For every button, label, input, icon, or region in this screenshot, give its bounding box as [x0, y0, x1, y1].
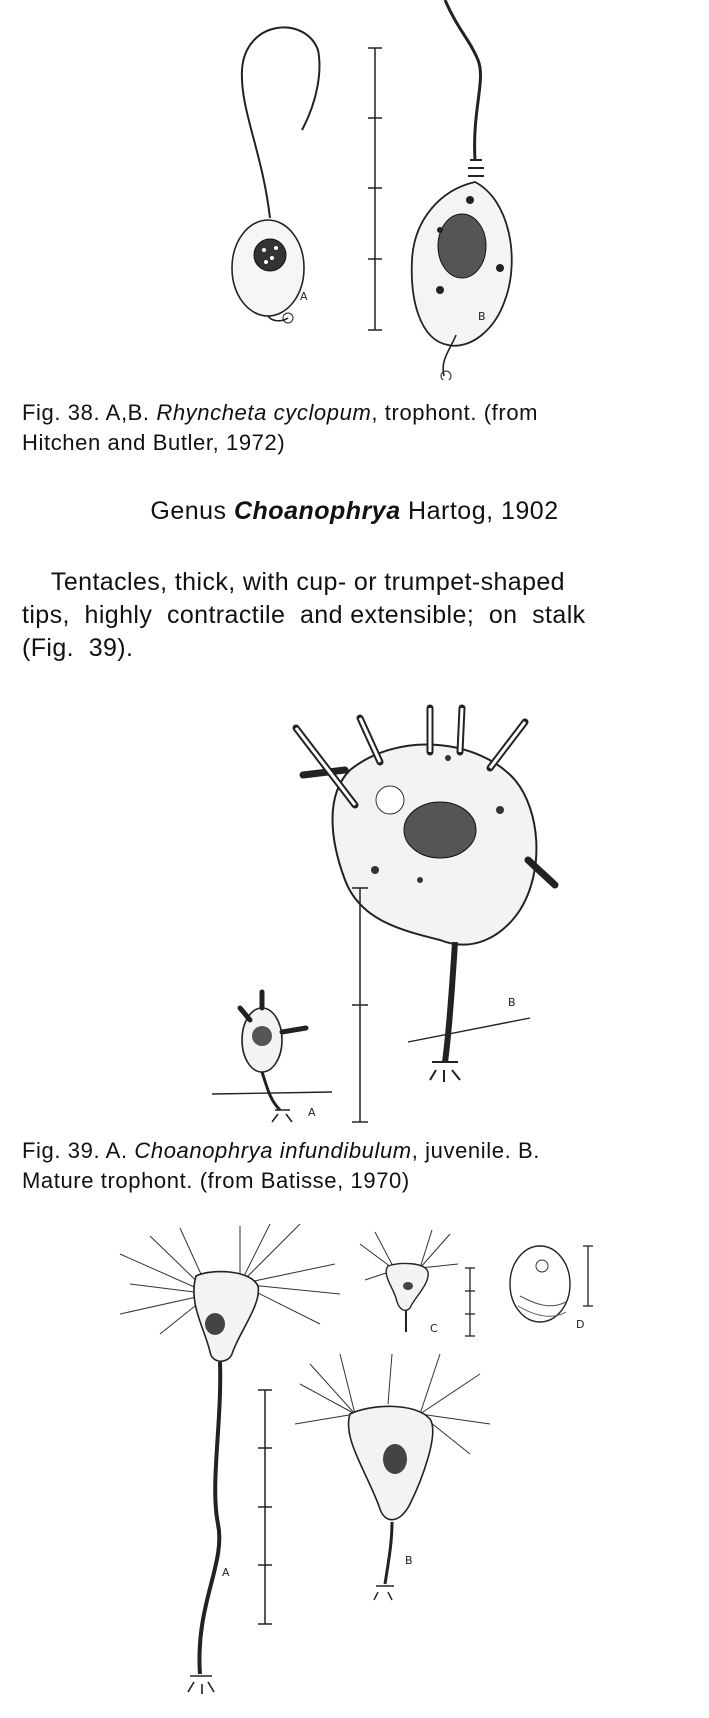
figure-39-illustration — [0, 690, 709, 1130]
fig40-label-d: D — [576, 1318, 585, 1331]
genus-description — [22, 566, 709, 665]
description-line1: Tentacles, thick, with cup- or trumpet-shaped — [22, 568, 565, 596]
fig38-label-a: A — [300, 290, 308, 303]
fig39-label-a: A — [308, 1106, 316, 1119]
fig40-label-b: B — [405, 1554, 413, 1567]
figure-38-caption-line1: Fig. 38. A,B. Rhyncheta cyclopum, trophont. (from — [22, 400, 539, 425]
genus-suffix: Hartog, 1902 — [400, 497, 559, 525]
figure-38-caption-line2: Hitchen and Butler, 1972) — [22, 430, 286, 455]
genus-heading — [0, 497, 709, 526]
figure-39-caption-line1: Fig. 39. A. Choanophrya infundibulum, juvenile. B. — [22, 1138, 540, 1163]
fig38-label-b: B — [478, 310, 486, 323]
figure-40-illustration — [0, 1224, 709, 1718]
figure-39-caption-line2: Mature trophont. (from Batisse, 1970) — [22, 1168, 410, 1193]
description-line3: (Fig. 39). — [22, 634, 134, 662]
description-line2: tips, highly contractile and extensible; on stalk — [22, 601, 586, 629]
genus-name: Choanophrya — [233, 497, 401, 525]
genus-prefix: Genus — [150, 497, 234, 525]
fig40-label-c: C — [430, 1322, 438, 1335]
figure-39-caption — [22, 1136, 709, 1196]
fig39-label-b: B — [508, 996, 516, 1009]
fig40-label-a: A — [222, 1566, 230, 1579]
figure-38-illustration — [0, 0, 709, 380]
figure-38-caption — [22, 398, 709, 458]
